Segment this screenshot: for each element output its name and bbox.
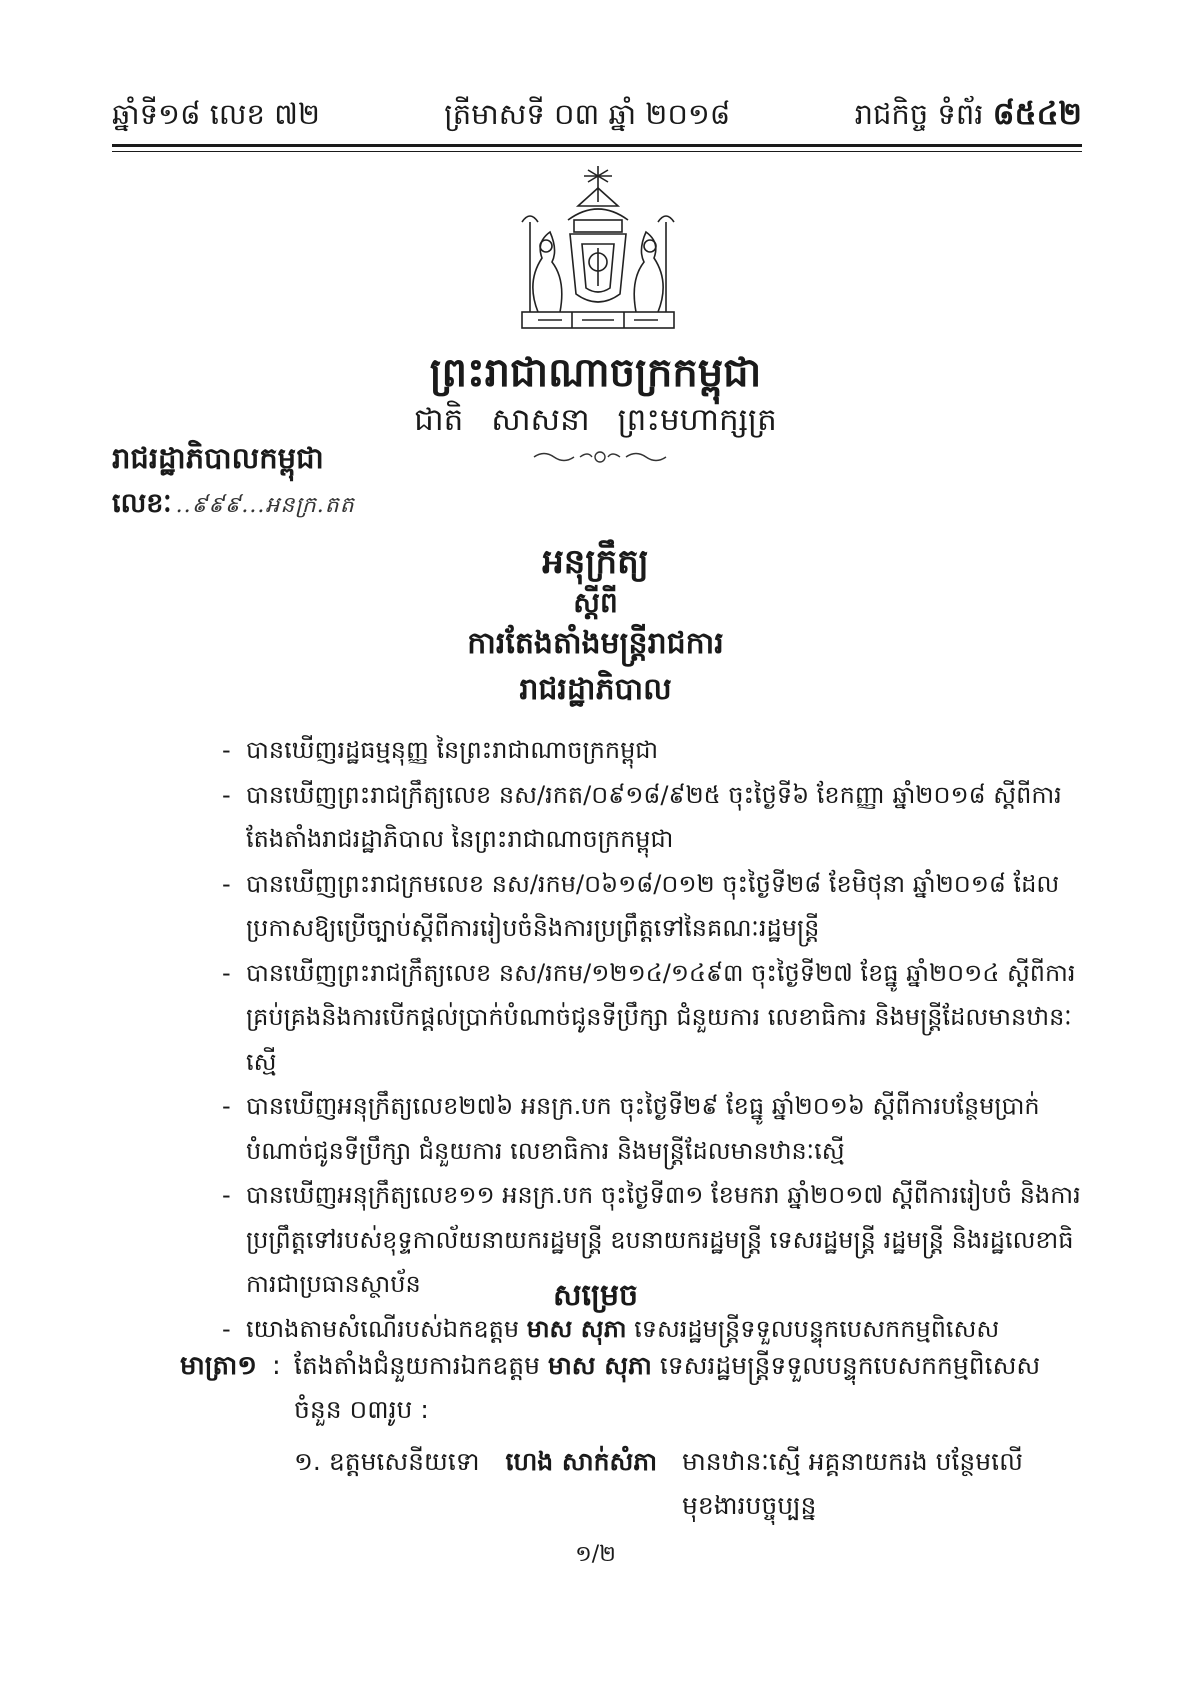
appointee-index: ១. <box>294 1447 321 1476</box>
page-footer-number: ១/២ <box>575 1542 616 1567</box>
article-text-suffix: ទេសរដ្ឋមន្ត្រីទទួលបន្ទុកបេសកកម្មពិសេសចំនួន ០៣រូប : <box>294 1351 1041 1424</box>
reference-value: ..៩៩៩...អនក្រ.តត <box>175 493 355 518</box>
motto-nation: ជាតិ <box>414 402 464 438</box>
proposal-suffix: ទេសរដ្ឋមន្ត្រីទទួលបន្ទុកបេសកកម្មពិសេស <box>634 1314 1000 1343</box>
preamble-clause: - បានឃើញរដ្ឋធម្មនុញ្ញ នៃព្រះរាជាណាចក្រកម្ពុជា <box>222 728 1082 773</box>
motto-king: ព្រះមហាក្សត្រ <box>617 402 777 438</box>
quarter: ត្រីមាសទី ០៣ ឆ្នាំ ២០១៨ <box>444 97 731 131</box>
gazette-page-number: ៨៥៤២ <box>992 96 1082 132</box>
header-rule-thin <box>112 151 1082 152</box>
preamble-clauses <box>222 728 1082 1351</box>
article-minister-name: មាស សុភា <box>547 1351 652 1380</box>
preamble-clause: - បានឃើញព្រះរាជក្រឹត្យលេខ នស/រកត/០៩១៨/៩២៥ ចុះថ្ងៃទី៦ ខែកញ្ញា ឆ្នាំ២០១៨ ស្តីពីការតែងតាំងរាជរដ្ឋាភិបាល នៃព្រះរាជាណាចក្រកម្ពុជា <box>222 773 1082 862</box>
proposer-name: មាស សុភា <box>526 1314 627 1343</box>
appointee-title: ឧត្តមសេនីយទោ <box>328 1447 480 1476</box>
article-colon: : <box>272 1351 281 1381</box>
preamble-clause: - បានឃើញព្រះរាជក្រមលេខ នស/រកម/០៦១៨/០១២ ចុះថ្ងៃទី២៨ ខែមិថុនា ឆ្នាំ២០១៨ ដែលប្រកាសឱ្យប្រើច្បាប់ស្តីពីការរៀបចំនិងការប្រព្រឹត្តទៅនៃគណៈរដ្ឋមន្ត្រី <box>222 862 1082 951</box>
header-rule-thick <box>112 144 1082 147</box>
gazette-header <box>112 88 1082 134</box>
decision-heading: សម្រេច <box>552 1278 639 1313</box>
preamble-clause: - បានឃើញអនុក្រឹត្យលេខ២៧៦ អនក្រ.បក ចុះថ្ងៃទី២៩ ខែធ្នូ ឆ្នាំ២០១៦ ស្តីពីការបន្ថែមប្រាក់បំណាច់ជូនទីប្រឹក្សា ជំនួយការ លេខាធិការ និងមន្ត្រីដែលមានឋានៈស្មើ <box>222 1084 1082 1173</box>
proposal-prefix: យោងតាមសំណើរបស់ឯកឧត្តម <box>246 1314 520 1343</box>
article-text <box>294 1344 1074 1432</box>
article-text-prefix: តែងតាំងជំនួយការឯកឧត្តម <box>294 1351 540 1380</box>
document-subject: ការតែងតាំងមន្ត្រីរាជការ <box>467 626 724 661</box>
year-issue: ឆ្នាំទី១៨ លេខ ៧២ <box>112 97 320 131</box>
motto-religion: សាសនា <box>491 402 590 438</box>
preamble-clause: - បានឃើញអនុក្រឹត្យលេខ១១ អនក្រ.បក ចុះថ្ងៃទី៣១ ខែមករា ឆ្នាំ២០១៧ ស្តីពីការរៀបចំ និងការប្រព្រឹត្តទៅរបស់ខុទ្ទកាល័យនាយករដ្ឋមន្ត្រី ឧបនាយករដ្ឋមន្ត្រី ទេសរដ្ឋមន្ត្រី រដ្ឋមន្ត្រី និងរដ្ឋលេខាធិការជាប្រធានស្ថាប័ន <box>222 1173 1082 1307</box>
royal-coat-of-arms-icon <box>508 162 688 337</box>
document-type: អនុក្រឹត្យ <box>542 542 649 582</box>
article-label: មាត្រា១ <box>180 1351 257 1381</box>
preamble-clause: - បានឃើញព្រះរាជក្រឹត្យលេខ នស/រកម/១២១៤/១៤៩៣ ចុះថ្ងៃទី២៧ ខែធ្នូ ឆ្នាំ២០១៤ ស្តីពីការគ្រប់គ្រងនិងការបើកផ្តល់ប្រាក់បំណាច់ជូនទីប្រឹក្សា ជំនួយការ លេខាធិការ និងមន្ត្រីដែលមានឋានៈស្មើ <box>222 951 1082 1085</box>
government-name: រាជរដ្ឋាភិបាលកម្ពុជា <box>112 441 324 475</box>
document-about: ស្តីពី <box>573 586 618 619</box>
kingdom-title: ព្រះរាជាណាចក្រកម្ពុជា <box>429 350 762 396</box>
ornament-divider-icon <box>530 448 670 466</box>
gazette-label: រាជកិច្ច ទំព័រ <box>854 97 984 131</box>
appointee-name: ហេង សាក់សំភា <box>505 1447 658 1476</box>
reference-label: លេខៈ <box>112 488 172 519</box>
national-motto <box>0 400 1191 440</box>
gazette-page <box>855 94 1082 134</box>
appointee-item <box>294 1440 657 1484</box>
appointee-rank: មានឋានៈស្មើ អគ្គនាយករង បន្ថែមលើមុខងារបច្ចុប្បន្ន <box>682 1447 1023 1520</box>
document-issuer: រាជរដ្ឋាភិបាល <box>519 672 672 707</box>
reference-number <box>112 484 355 526</box>
